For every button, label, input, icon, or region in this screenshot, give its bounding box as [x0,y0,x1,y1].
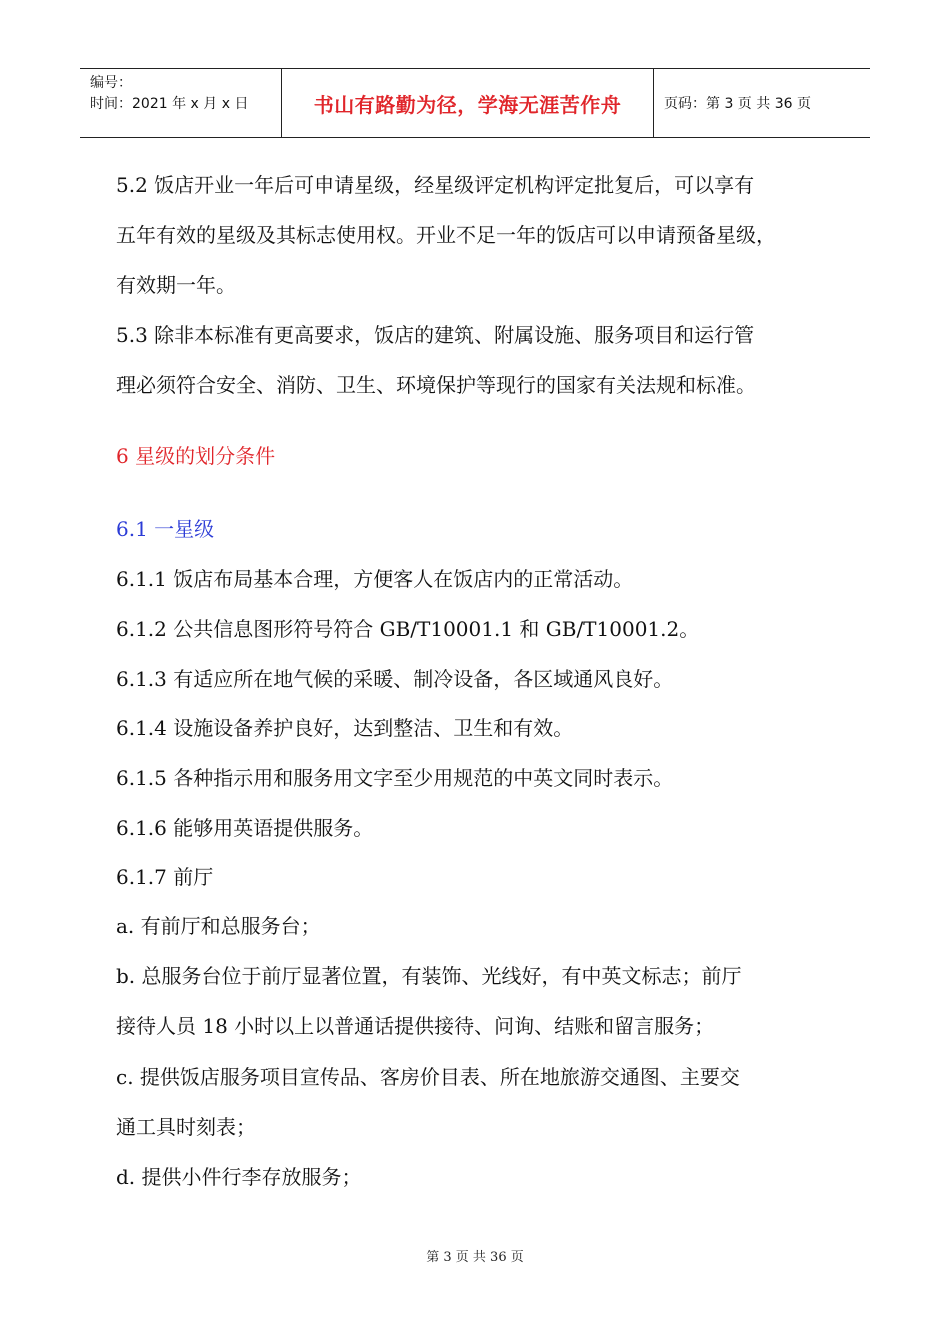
subsection-heading: 6.1 一星级 [116,517,215,541]
paragraph-line: 5.2 饭店开业一年后可申请星级，经星级评定机构评定批复后，可以享有 [116,173,755,197]
page-header [80,68,870,138]
paragraph-line: 6.1.6 能够用英语提供服务。 [116,816,374,840]
header-motto-cell [282,69,654,137]
header-page-info: 页码：第 3 页 共 36 页 [664,96,811,112]
header-motto: 书山有路勤为径，学海无涯苦作舟 [313,92,622,117]
header-meta [80,69,282,137]
document-number-label: 编号： [90,75,132,91]
page-footer: 第 3 页 共 36 页 [426,1250,524,1265]
paragraph-line: 6.1.1 饭店布局基本合理，方便客人在饭店内的正常活动。 [116,567,634,591]
paragraph-line: 6.1.5 各种指示用和服务用文字至少用规范的中英文同时表示。 [116,766,674,790]
list-item: c. 提供饭店服务项目宣传品、客房价目表、所在地旅游交通图、主要交 [116,1065,740,1089]
document-time-label: 时间：2021 年 x 月 x 日 [90,96,249,112]
paragraph-line: 6.1.3 有适应所在地气候的采暖、制冷设备，各区域通风良好。 [116,667,674,691]
list-item: b. 总服务台位于前厅显著位置，有装饰、光线好，有中英文标志；前厅 [116,964,742,988]
paragraph-line: 5.3 除非本标准有更高要求，饭店的建筑、附属设施、服务项目和运行管 [116,323,755,347]
paragraph-line: 有效期一年。 [116,273,236,297]
paragraph-line: 6.1.4 设施设备养护良好，达到整洁、卫生和有效。 [116,716,574,740]
list-item: d. 提供小件行李存放服务； [116,1165,362,1189]
paragraph-line: 理必须符合安全、消防、卫生、环境保护等现行的国家有关法规和标准。 [116,373,756,397]
list-item-continuation: 接待人员 18 小时以上以普通话提供接待、问询、结账和留言服务； [116,1014,715,1038]
list-item-continuation: 通工具时刻表； [116,1115,256,1139]
section-heading: 6 星级的划分条件 [116,444,276,468]
paragraph-line: 五年有效的星级及其标志使用权。开业不足一年的饭店可以申请预备星级， [116,223,776,247]
paragraph-line: 6.1.7 前厅 [116,865,214,889]
paragraph-line: 6.1.2 公共信息图形符号符合 GB/T10001.1 和 GB/T10001.2。 [116,617,700,641]
list-item: a. 有前厅和总服务台； [116,914,321,938]
